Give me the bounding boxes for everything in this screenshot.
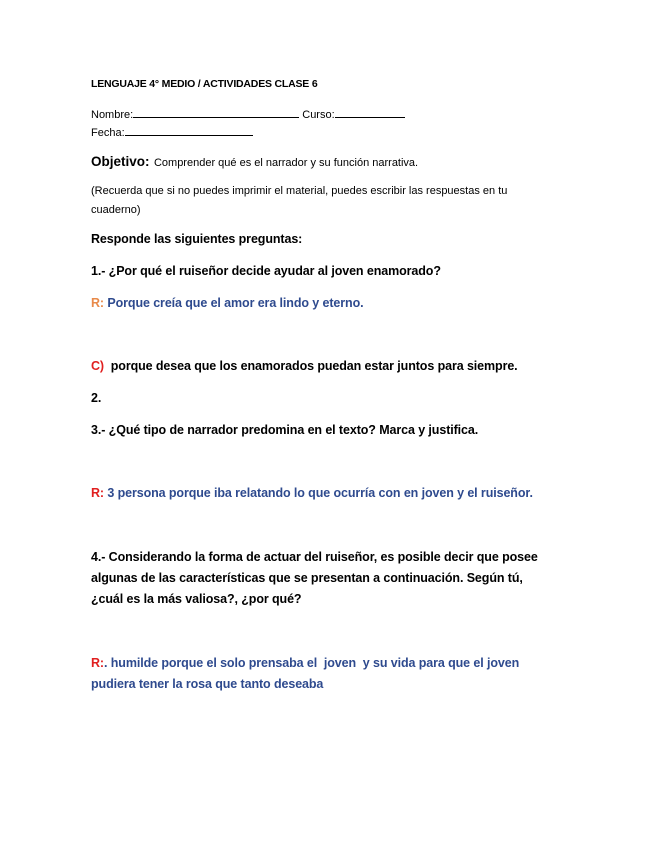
question-1: 1.- ¿Por qué el ruiseñor decide ayudar al joven enamorado? (91, 264, 441, 278)
option-c-prefix: C) (91, 359, 104, 373)
name-blank[interactable] (133, 106, 299, 118)
objective-text: Comprender qué es el narrador y su función narrativa. (153, 157, 419, 169)
option-c (91, 359, 518, 373)
question-4-line-3: ¿cuál es la más valiosa?, ¿por qué? (91, 592, 302, 606)
answer-4-line-2: pudiera tener la rosa que tanto deseaba (91, 677, 324, 691)
answer-4-line-1 (91, 656, 519, 670)
answer-3 (91, 486, 533, 500)
question-3: 3.- ¿Qué tipo de narrador predomina en el texto? Marca y justifica. (91, 423, 479, 437)
question-2: 2. (91, 391, 102, 405)
note-line-1: (Recuerda que si no puedes imprimir el material, puedes escribir las respuestas en tu (91, 185, 508, 197)
question-4-line-2: algunas de las características que se presentan a continuación. Según tú, (91, 571, 523, 585)
question-4-line-1: 4.- Considerando la forma de actuar del ruiseñor, es posible decir que posee (91, 550, 538, 564)
objective-label: Objetivo: (91, 154, 150, 169)
note-line-2: cuaderno) (91, 204, 141, 216)
answer-3-text: 3 persona porque iba relatando lo que ocurría con en joven y el ruiseñor. (104, 486, 533, 500)
answer-1 (91, 296, 363, 310)
name-label: Nombre: (91, 109, 134, 121)
answer-4-text-1: . humilde porque el solo prensaba el joven y su vida para que el joven (104, 656, 520, 670)
option-c-text: porque desea que los enamorados puedan estar juntos para siempre. (104, 359, 518, 373)
answer-1-prefix: R: (91, 296, 104, 310)
worksheet-title: LENGUAJE 4° MEDIO / ACTIVIDADES CLASE 6 (91, 78, 318, 90)
answer-4-prefix: R: (91, 656, 104, 670)
instructions: Responde las siguientes preguntas: (91, 232, 303, 246)
date-blank[interactable] (125, 124, 253, 136)
name-course-row (91, 106, 405, 121)
date-row (91, 124, 253, 139)
answer-1-text: Porque creía que el amor era lindo y eterno. (104, 296, 364, 310)
date-label: Fecha: (91, 127, 125, 139)
course-label: Curso: (302, 109, 335, 121)
objective (91, 153, 418, 171)
answer-3-prefix: R: (91, 486, 104, 500)
course-blank[interactable] (335, 106, 405, 118)
